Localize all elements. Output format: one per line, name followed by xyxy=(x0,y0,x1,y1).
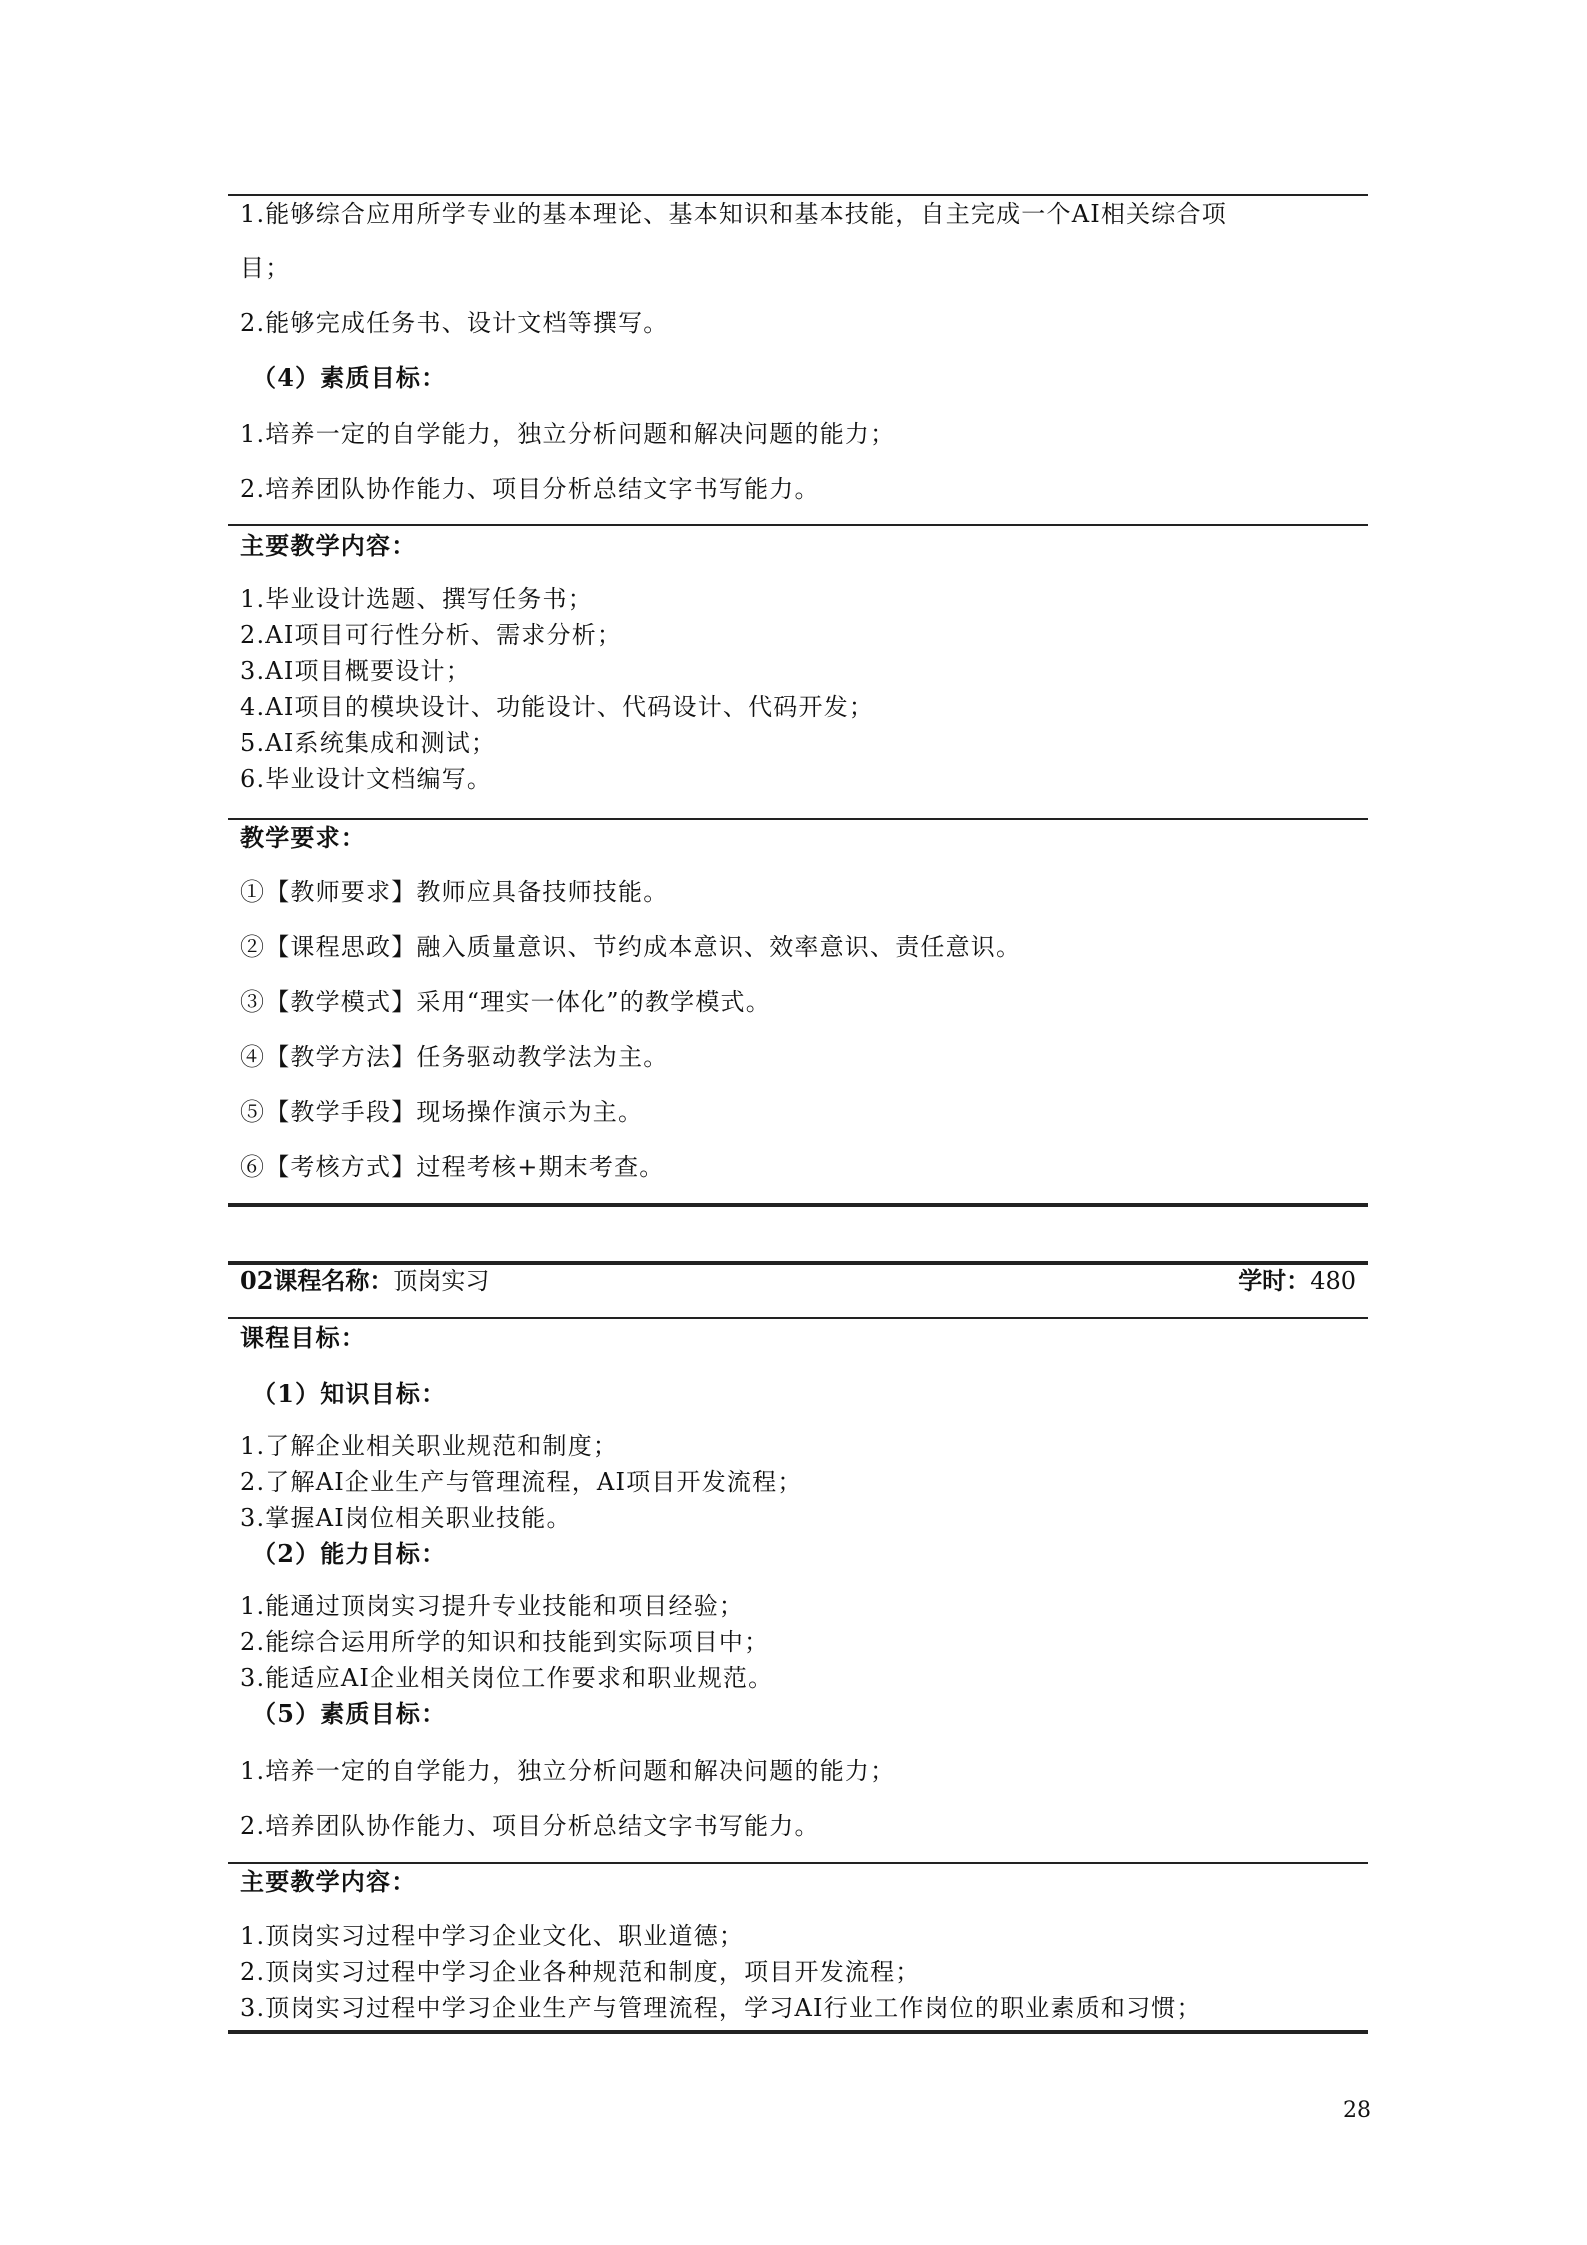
content-item-1: 1.毕业设计选题、撰写任务书； xyxy=(240,585,593,613)
ability-goals-heading: （2）能力目标： xyxy=(252,1539,447,1568)
content-item-1: 1.顶岗实习过程中学习企业文化、职业道德； xyxy=(240,1922,745,1950)
course-goals-heading: 课程目标： xyxy=(240,1323,366,1352)
row-divider xyxy=(228,524,1368,526)
knowledge-item-1: 1.了解企业相关职业规范和制度； xyxy=(240,1432,619,1460)
hours-value: 480 xyxy=(1310,1267,1356,1295)
quality-goals-heading: （5）素质目标： xyxy=(252,1699,447,1728)
row-divider xyxy=(228,1862,1368,1864)
quality-goals-heading: （4）素质目标： xyxy=(252,363,447,392)
knowledge-item-2: 2.了解AI企业生产与管理流程，AI项目开发流程； xyxy=(240,1468,803,1496)
content-item-3: 3.AI项目概要设计； xyxy=(240,657,471,685)
knowledge-item-3: 3.掌握AI岗位相关职业技能。 xyxy=(240,1504,572,1532)
requirement-5: ⑤【教学手段】现场操作演示为主。 xyxy=(240,1098,644,1126)
requirement-6: ⑥【考核方式】过程考核+期末考查。 xyxy=(240,1153,665,1181)
content-item-6: 6.毕业设计文档编写。 xyxy=(240,765,493,793)
quality-item-2: 2.培养团队协作能力、项目分析总结文字书写能力。 xyxy=(240,475,820,503)
hours-label: 学时： xyxy=(1238,1266,1311,1295)
teaching-requirements-heading: 教学要求： xyxy=(240,823,366,852)
requirement-1: ①【教师要求】教师应具备技师技能。 xyxy=(240,878,669,906)
row-divider xyxy=(228,1317,1368,1319)
page-number: 28 xyxy=(1343,2098,1371,2123)
course-header-row xyxy=(240,1263,1356,1299)
content-item-4: 4.AI项目的模块设计、功能设计、代码设计、代码开发； xyxy=(240,693,875,721)
requirement-2: ②【课程思政】融入质量意识、节约成本意识、效率意识、责任意识。 xyxy=(240,933,1022,961)
content-item-3: 3.顶岗实习过程中学习企业生产与管理流程，学习AI行业工作岗位的职业素质和习惯； xyxy=(240,1994,1202,2022)
quality-item-1: 1.培养一定的自学能力，独立分析问题和解决问题的能力； xyxy=(240,1757,896,1785)
teaching-content-heading: 主要教学内容： xyxy=(240,531,417,560)
ability-item-2: 2.能够完成任务书、设计文档等撰写。 xyxy=(240,309,669,337)
ability-item-2: 2.能综合运用所学的知识和技能到实际项目中； xyxy=(240,1628,770,1656)
quality-item-1: 1.培养一定的自学能力，独立分析问题和解决问题的能力； xyxy=(240,420,896,448)
content-item-2: 2.顶岗实习过程中学习企业各种规范和制度，项目开发流程； xyxy=(240,1958,921,1986)
ability-item-1: 1.能通过顶岗实习提升专业技能和项目经验； xyxy=(240,1592,745,1620)
row-divider xyxy=(228,818,1368,820)
requirement-4: ④【教学方法】任务驱动教学法为主。 xyxy=(240,1043,669,1071)
table-bottom-rule xyxy=(228,1203,1368,1207)
knowledge-goals-heading: （1）知识目标： xyxy=(252,1379,447,1408)
teaching-content-heading: 主要教学内容： xyxy=(240,1867,417,1896)
quality-item-2: 2.培养团队协作能力、项目分析总结文字书写能力。 xyxy=(240,1812,820,1840)
course-name-label: 02课程名称： xyxy=(240,1266,394,1295)
table-bottom-rule xyxy=(228,2030,1368,2034)
ability-item-1-continued: 目； xyxy=(240,254,291,282)
content-item-5: 5.AI系统集成和测试； xyxy=(240,729,497,757)
ability-item-3: 3.能适应AI企业相关岗位工作要求和职业规范。 xyxy=(240,1664,774,1692)
table-top-rule xyxy=(228,194,1368,196)
course-hours xyxy=(1238,1263,1356,1299)
course-name: 顶岗实习 xyxy=(393,1267,490,1295)
content-item-2: 2.AI项目可行性分析、需求分析； xyxy=(240,621,623,649)
ability-item-1: 1.能够综合应用所学专业的基本理论、基本知识和基本技能，自主完成一个AI相关综合项 xyxy=(240,200,1227,228)
requirement-3: ③【教学模式】采用“理实一体化”的教学模式。 xyxy=(240,988,771,1016)
